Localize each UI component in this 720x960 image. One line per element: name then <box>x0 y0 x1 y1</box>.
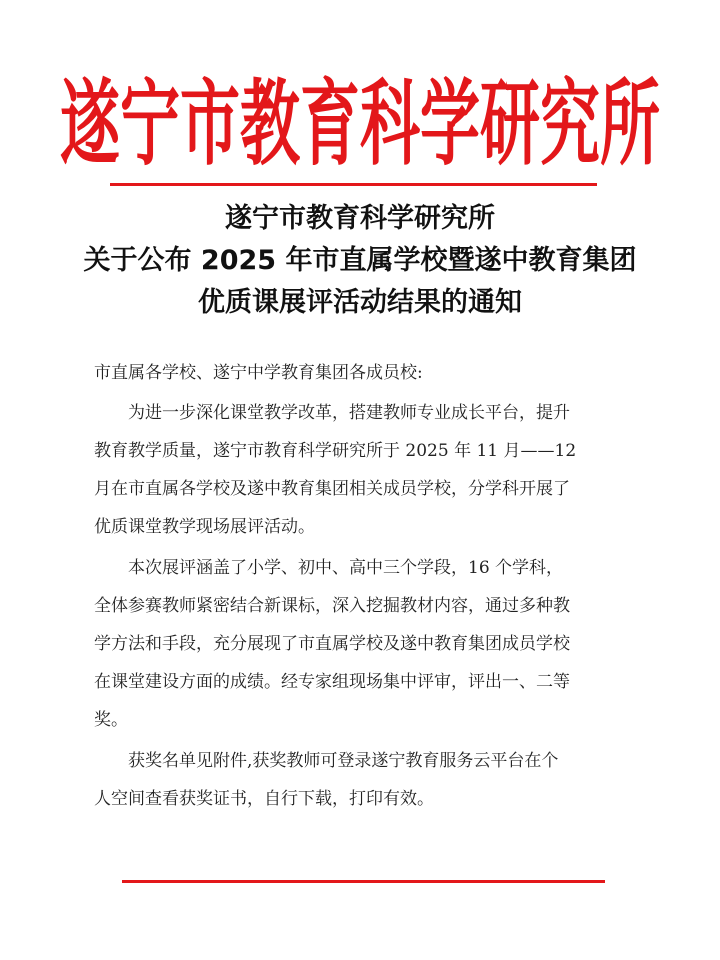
paragraph-1-line: 月在市直属各学校及遂中教育集团相关成员学校，分学科开展了 <box>94 479 570 499</box>
salutation: 市直属各学校、遂宁中学教育集团各成员校: <box>94 363 423 383</box>
title-line-3: 优质课展评活动结果的通知 <box>198 287 522 318</box>
paragraph-3-line: 人空间查看获奖证书，自行下载，打印有效。 <box>94 789 434 809</box>
paragraph-2-line: 在课堂建设方面的成绩。经专家组现场集中评审，评出一、二等 <box>94 672 570 692</box>
notice-body <box>60 0 660 960</box>
paragraph-2-line: 全体参赛教师紧密结合新课标，深入挖掘教材内容，通过多种教 <box>94 596 570 616</box>
paragraph-2-line: 本次展评涵盖了小学、初中、高中三个学段，16 个学科， <box>128 558 564 578</box>
paragraph-1-line: 为进一步深化课堂教学改革，搭建教师专业成长平台，提升 <box>128 403 570 423</box>
masthead-org-name: 遂宁市教育科学研究所 <box>60 70 660 179</box>
title-line-1: 遂宁市教育科学研究所 <box>225 203 495 234</box>
paragraph-2-line: 奖。 <box>94 710 128 730</box>
paragraph-1-line: 教育教学质量，遂宁市教育科学研究所于 2025 年 11 月——12 <box>94 441 577 461</box>
title-line-2: 关于公布 2025 年市直属学校暨遂中教育集团 <box>83 245 637 276</box>
paragraph-1-line: 优质课堂教学现场展评活动。 <box>94 517 315 537</box>
footer-divider <box>122 880 605 883</box>
paragraph-3-line: 获奖名单见附件,获奖教师可登录遂宁教育服务云平台在个 <box>128 751 559 771</box>
paragraph-2-line: 学方法和手段，充分展现了市直属学校及遂中教育集团成员学校 <box>94 634 570 654</box>
